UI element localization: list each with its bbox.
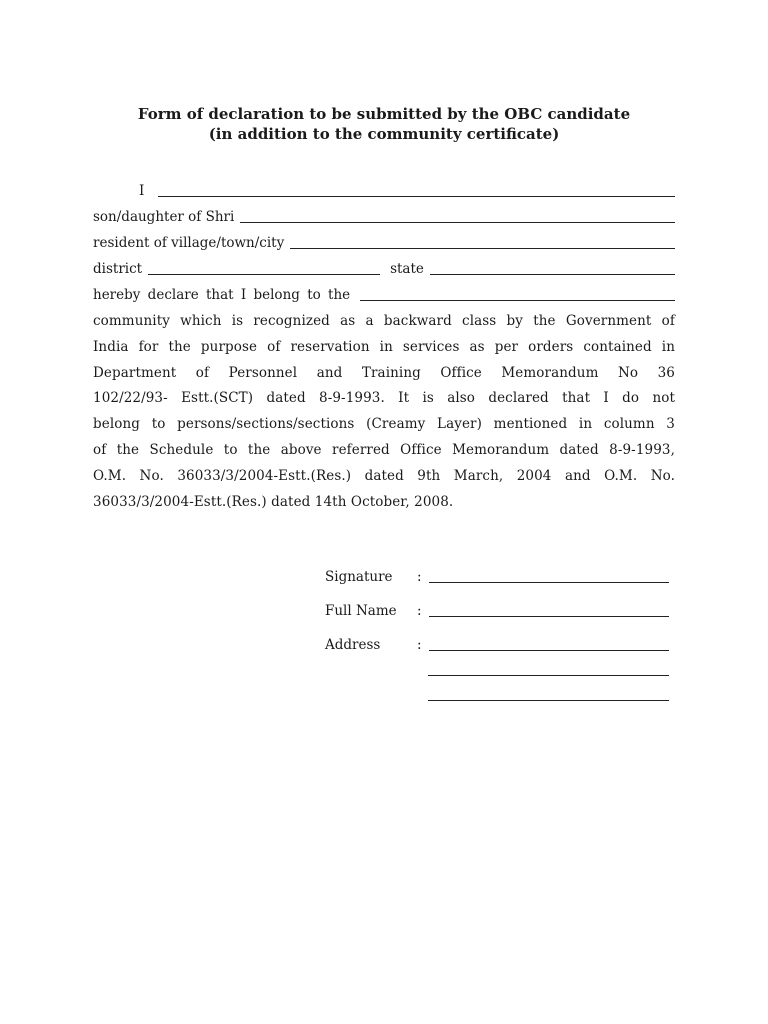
address-label: Address bbox=[325, 637, 381, 653]
address-colon: : bbox=[417, 637, 422, 653]
name-label: I bbox=[139, 183, 145, 199]
state-label: state bbox=[390, 261, 424, 277]
declaration-line: 36033/3/2004-Estt.(Res.) dated 14th October, 2008. bbox=[93, 493, 454, 510]
community-label: hereby declare that I belong to the bbox=[93, 287, 351, 303]
name-row bbox=[93, 180, 675, 200]
declaration-line: Department of Personnel and Training Office Memorandum No 36 bbox=[93, 364, 675, 381]
parent-name-field[interactable] bbox=[240, 222, 675, 223]
address-field-line-3[interactable] bbox=[428, 700, 669, 701]
district-field[interactable] bbox=[148, 274, 380, 275]
signature-row bbox=[325, 566, 669, 586]
district-state-row bbox=[93, 258, 675, 278]
residence-label: resident of village/town/city bbox=[93, 235, 285, 251]
signature-colon: : bbox=[417, 569, 422, 585]
declaration-line: 102/22/93- Estt.(SCT) dated 8-9-1993. It is also declared that I do not bbox=[93, 390, 675, 407]
community-row bbox=[93, 284, 675, 304]
full-name-colon: : bbox=[417, 603, 422, 619]
residence-field[interactable] bbox=[290, 248, 675, 249]
form-title: Form of declaration to be submitted by the OBC candidate bbox=[137, 105, 631, 123]
name-field[interactable] bbox=[158, 196, 675, 197]
district-label: district bbox=[93, 261, 143, 277]
parent-label: son/daughter of Shri bbox=[93, 209, 235, 225]
full-name-field[interactable] bbox=[429, 616, 669, 617]
declaration-line: of the Schedule to the above referred Office Memorandum dated 8-9-1993, bbox=[93, 441, 675, 458]
signature-field[interactable] bbox=[429, 582, 669, 583]
form-subtitle: (in addition to the community certificate) bbox=[208, 125, 560, 143]
state-field[interactable] bbox=[430, 274, 675, 275]
declaration-line: India for the purpose of reservation in services as per orders contained in bbox=[93, 338, 675, 355]
residence-row bbox=[93, 232, 675, 252]
signature-label: Signature bbox=[325, 569, 393, 585]
parent-row bbox=[93, 206, 675, 226]
declaration-line: belong to persons/sections/sections (Creamy Layer) mentioned in column 3 bbox=[93, 416, 675, 433]
declaration-line: community which is recognized as a backward class by the Government of bbox=[93, 313, 675, 329]
declaration-line: O.M. No. 36033/3/2004-Estt.(Res.) dated 9th March, 2004 and O.M. No. bbox=[93, 467, 675, 484]
address-field-line-1[interactable] bbox=[429, 650, 669, 651]
address-field-line-2[interactable] bbox=[428, 675, 669, 676]
address-row bbox=[325, 634, 669, 654]
declaration-paragraph bbox=[93, 309, 675, 515]
community-field[interactable] bbox=[360, 300, 675, 301]
full-name-label: Full Name bbox=[325, 603, 397, 619]
full-name-row bbox=[325, 600, 669, 620]
